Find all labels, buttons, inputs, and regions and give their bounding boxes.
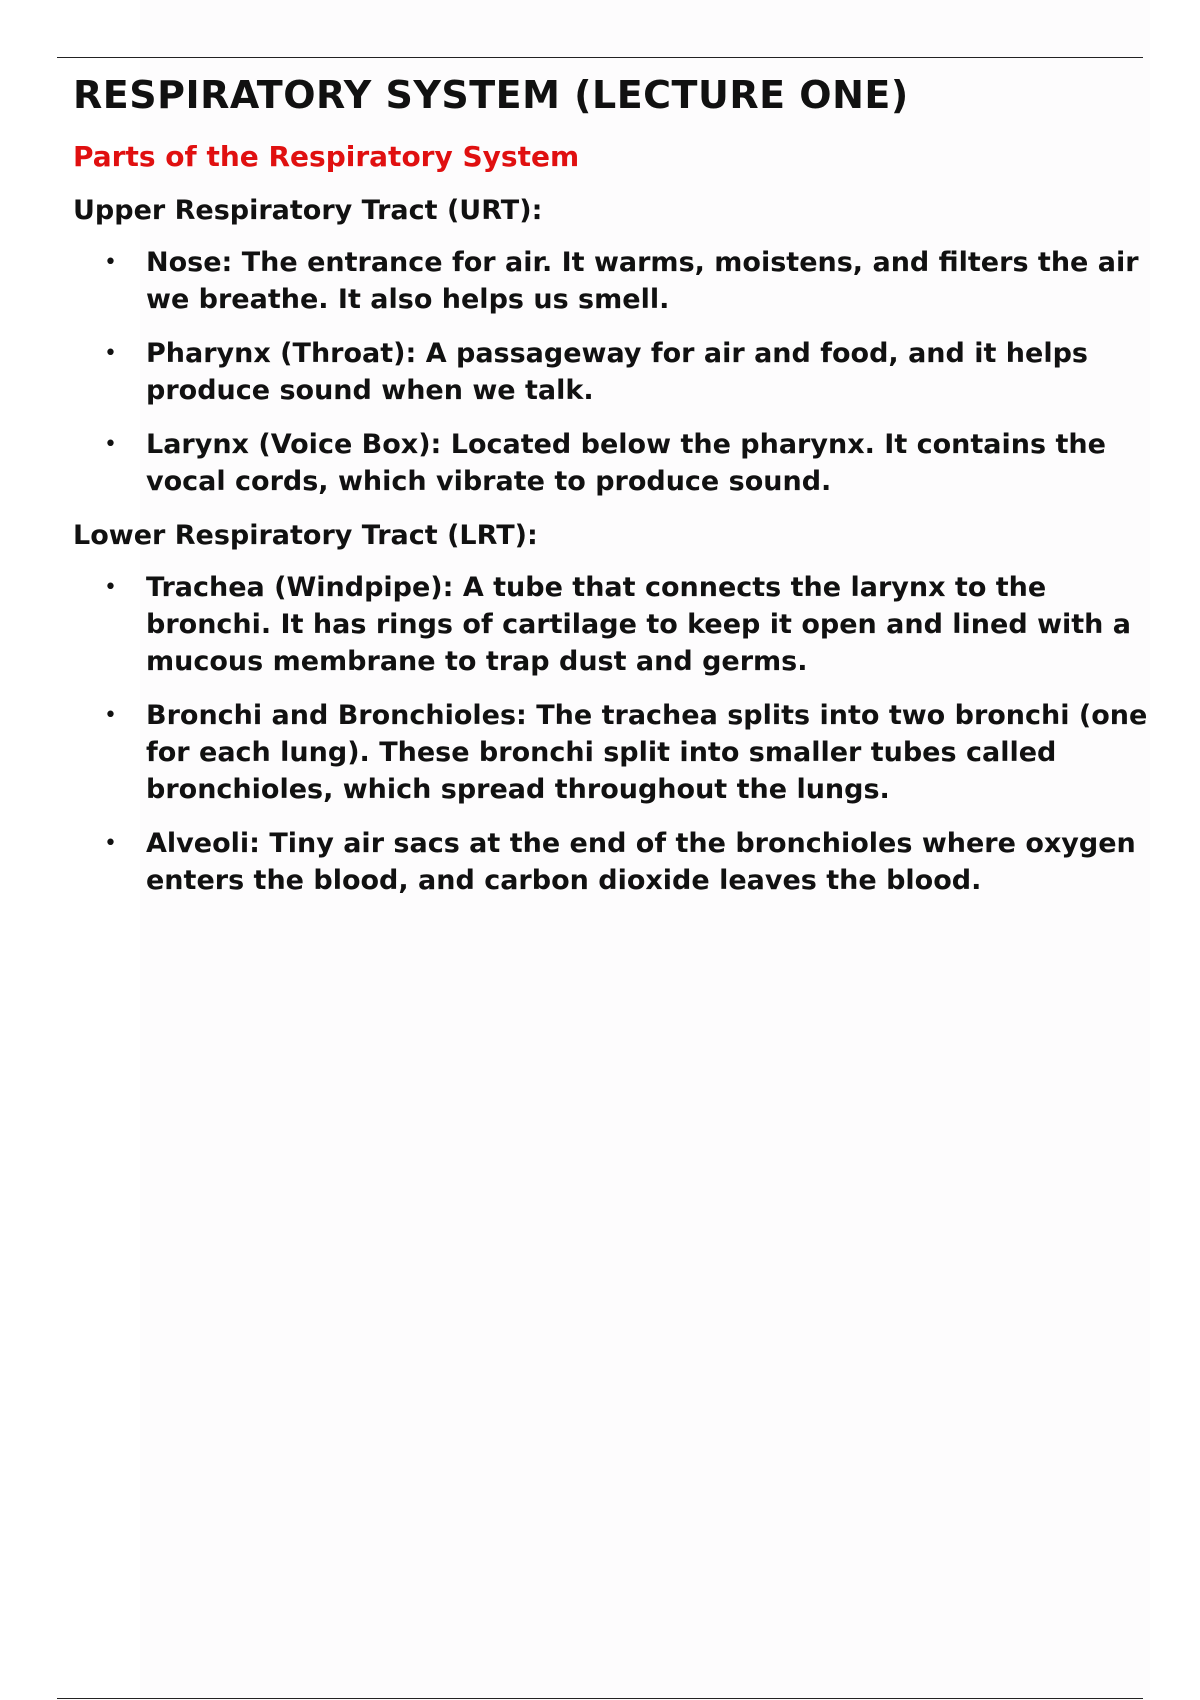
list-item xyxy=(73,244,1153,318)
list-item-text: Nose: The entrance for air. It warms, moistens, and filters the air we breathe. It also helps us smell. xyxy=(146,247,1139,315)
list-item xyxy=(73,335,1153,409)
list-item xyxy=(73,697,1153,808)
section-heading-urt: Upper Respiratory Tract (URT): xyxy=(73,195,543,226)
list-item xyxy=(73,825,1153,899)
lrt-list xyxy=(73,569,1153,899)
bullet-icon: • xyxy=(104,831,117,856)
section-heading-lrt: Lower Respiratory Tract (LRT): xyxy=(73,520,538,551)
document-body xyxy=(73,70,1153,916)
bottom-rule xyxy=(57,1698,1143,1699)
bullet-icon: • xyxy=(104,250,117,275)
bullet-icon: • xyxy=(104,341,117,366)
list-item-text: Pharynx (Throat): A passageway for air and food, and it helps produce sound when we talk. xyxy=(146,338,1088,406)
bullet-icon: • xyxy=(104,432,117,457)
top-rule xyxy=(57,57,1143,58)
list-item-text: Trachea (Windpipe): A tube that connects the larynx to the bronchi. It has rings of cartilage to keep it open and lined with a mucous membrane to trap dust and germs. xyxy=(146,572,1132,677)
list-item-text: Larynx (Voice Box): Located below the pharynx. It contains the vocal cords, which vibrate to produce sound. xyxy=(146,429,1106,497)
page-title: RESPIRATORY SYSTEM (LECTURE ONE) xyxy=(73,73,909,117)
list-item xyxy=(73,569,1153,680)
bullet-icon: • xyxy=(104,703,117,728)
subheading: Parts of the Respiratory System xyxy=(73,140,580,173)
list-item-text: Bronchi and Bronchioles: The trachea splits into two bronchi (one for each lung). These bronchi split into smaller tubes called bronchioles, which spread throughout the lungs. xyxy=(146,700,1148,805)
list-item-text: Alveoli: Tiny air sacs at the end of the bronchioles where oxygen enters the blood, and carbon dioxide leaves the blood. xyxy=(146,828,1136,896)
list-item xyxy=(73,426,1153,500)
urt-list xyxy=(73,244,1153,500)
bullet-icon: • xyxy=(104,575,117,600)
